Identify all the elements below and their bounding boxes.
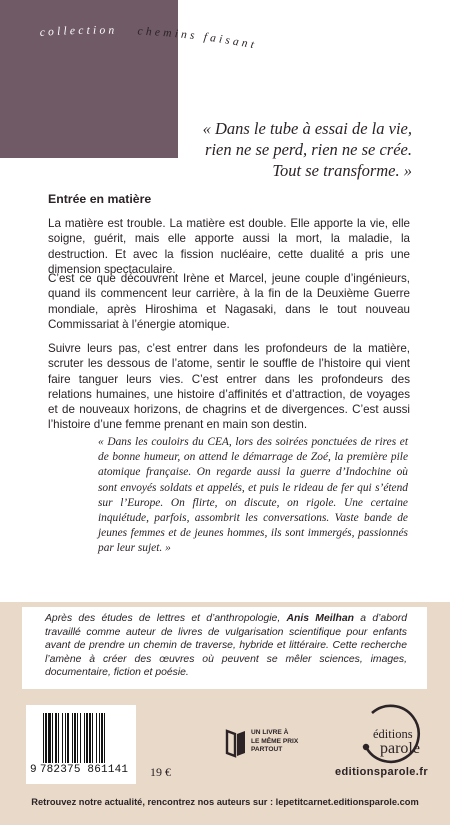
publisher-url: editionsparole.fr [335,766,428,778]
book-excerpt: « Dans les couloirs du CEA, lors des soirées ponctuées de rires et de bonne humeur, on attend le démarrage de Zoé, la première pile atomique française. On regarde aussi la guerre d’Indochine où sont envoyés soldats et appelés, et puis le rideau de fer qui s’étend sur l’Europe. On flirte, on discute, on rigole. Une certaine inquiétude, parfois, assombrit les conversations. Vaste bande de jeunes femmes et de jeunes hommes, ils sont immergés, passionnés par leur sujet. » [98,436,408,555]
barcode-bar [43,713,44,763]
book-price-label [251,729,321,755]
barcode-bar [55,713,57,763]
book-price-line-2: LE MÊME PRIX [251,737,299,745]
book-price-line-1: UN LIVRE À [251,729,289,736]
price: 19 € [150,765,171,779]
barcode-bar [84,713,85,763]
barcode-bar [62,713,63,763]
author-bio-intro: Après des études de lettres et d’anthropologie, [45,613,287,624]
barcode-bar [48,713,51,763]
barcode-bar [74,713,76,763]
epigraph-line-3: Tout se transforme. » [272,161,412,180]
isbn-digits: 782375 861141 [39,764,129,776]
barcode-bar [67,713,69,763]
barcode-bar [96,713,97,763]
isbn-lead-digit: 9 [30,764,37,776]
barcode-bar [86,713,88,763]
publisher-name-parole: parole [380,740,420,757]
collection-word: collection [39,24,118,39]
author-bio-text: a d’abord travaillé comme auteur de livres de vulgarisation scientifique pour enfants avant de prendre un chemin de traverse, hybride et littéraire. Cette recherche l’amène à créer des œuvres où peuvent se mêler sciences, images, documentaire, fiction et poésie. [45,613,407,679]
barcode-bar [58,713,59,763]
barcode-bar [72,713,73,763]
barcode-bar [89,713,91,763]
barcode-bar [65,713,66,763]
barcode-bar [45,713,47,763]
footer-text: Retrouvez notre actualité, rencontrez nos auteurs sur : lepetitcarnet.editionsparole.com [31,797,419,807]
epigraph-line-2: rien ne se perd, rien ne se crée. [205,140,412,159]
book-price-line-3: PARTOUT [251,746,283,753]
collection-label-arc [0,0,450,110]
author-bio [45,612,407,680]
barcode-bar [77,713,78,763]
barcode-bar [92,713,93,763]
section-title: Entrée en matière [48,192,152,206]
epigraph-quote [112,118,412,181]
isbn-number [30,764,134,776]
summary-paragraph-2: C’est ce que découvrent Irène et Marcel, jeune couple d’ingénieurs, quand ils commencent leur carrière, à la fin de la Deuxième Guerre mondiale, après Hiroshima et Nagasaki, dans le tout nouveau Commissariat à l’énergie atomique. [48,272,410,331]
barcode-bar [101,713,103,763]
barcode-bar [99,713,100,763]
barcode-bar [80,713,81,763]
barcode-bar [104,713,105,763]
series-name: chemins faisant [137,25,259,52]
summary-paragraph-3: Suivre leurs pas, c’est entrer dans les profondeurs de la matière, scruter les dessous de l’atome, sentir le souffle de l’histoire qui vient faire tanguer leurs vies. C’est entrer dans les profondeurs des relations humaines, une histoire d’affinités et d’attraction, de voyages et de nouveaux horizons, de chagrins et de divergences. C’est aussi l’histoire d’une femme prenant en main son destin. [48,342,410,432]
publisher-name-editions: éditions [373,727,413,741]
author-name: Anis Meilhan [286,613,354,624]
barcode-bar [52,713,53,763]
collection-label [39,25,258,52]
fixed-book-price-logo [225,726,315,760]
book-price-icon [225,728,247,758]
summary-paragraph-1: La matière est trouble. La matière est double. Elle apporte la vie, elle soigne, guérit, mais elle apporte aussi la mort, la maladie, la destruction. Et avec la fission nucléaire, cette dualité a pris une dimension spectaculaire. [48,217,410,276]
barcode-bars [43,713,129,763]
epigraph-line-1: « Dans le tube à essai de la vie, [202,119,412,138]
